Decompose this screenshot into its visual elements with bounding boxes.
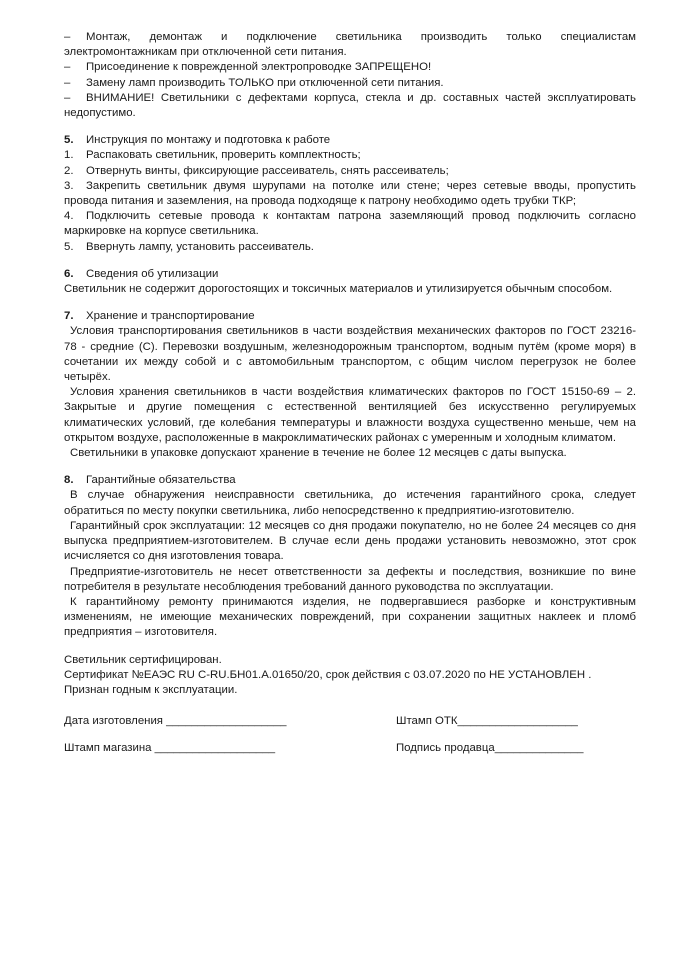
shop-stamp-field: Штамп магазина ___________________ [64,742,276,755]
signature-row [64,714,636,729]
manufacture-date-field: Дата изготовления ___________________ [64,715,287,728]
seller-signature-field: Подпись продавца______________ [396,742,584,755]
instruction-item: 4. Подключить сетевые провода к контактам патрона заземляющий провод подключить согласно маркировке на корпусе светильника. [64,210,636,238]
instruction-item: 1. Распаковать светильник, проверить комплектность; [64,149,361,162]
certified-text: Светильник сертифицирован. [64,653,222,666]
section-8-paragraph: Гарантийный срок эксплуатации: 12 месяцев со дня продажи покупателю, но не более 24 месяцев со дня выпуска предприятием-изготовителем. В случае если день продажи установить невозможно, этот срок исчисляется со дня изготовления товара. [64,519,636,563]
approved-text: Признан годным к эксплуатации. [64,683,238,696]
warning-item: – ВНИМАНИЕ! Светильники с дефектами корпуса, стекла и др. составных частей эксплуатировать недопустимо. [64,91,636,120]
section-8-paragraph: Предприятие-изготовитель не несет ответственности за дефекты и последствия, возникшие по вине потребителя в результате несоблюдения требований данного руководства по эксплуатации. [64,565,636,593]
dash-mark: – [64,31,71,43]
section-8-heading: 8. Гарантийные обязательства [64,474,236,487]
signature-row [64,741,636,756]
section-7-paragraph: Условия транспортирования светильников в части воздействия механических факторов по ГОСТ 23216-78 - средние (С). Перевозки воздушным, железнодорожным транспортом, водным путём (кроме моря) в сочетании их между собой и с автомобильным транспортом, с общим числом перегрузок не более четырёх. [64,325,636,384]
section-5-heading: 5. Инструкция по монтажу и подготовка к работе [64,134,331,147]
warning-item: – Монтаж, демонтаж и подключение светильника производить только специалистам электромонтажникам при отключенной сети питания. [64,31,636,59]
section-6-heading: 6. Сведения об утилизации [64,267,219,280]
certificate-number: Сертификат №ЕАЭС RU C-RU.БН01.А.01650/20, срок действия с 03.07.2020 по НЕ УСТАНОВЛЕН . [64,668,592,681]
section-7-paragraph: Условия хранения светильников в части воздействия климатических факторов по ГОСТ 15150-69 – 2. Закрытые и другие помещения с естественной вентиляцией без искусственно регулируемых климатических условий, где колебания температуры и влажности воздуха существенно меньше, чем на открытом воздухе, расположенные в макроклиматических районах с умеренным и холодным климатом. [64,386,636,444]
dash-mark: – [64,61,71,74]
section-7-heading: 7. Хранение и транспортирование [64,310,255,323]
warning-item: – Замену ламп производить ТОЛЬКО при отключенной сети питания. [64,76,636,91]
warning-item: – Присоединение к поврежденной электропроводке ЗАПРЕЩЕНО! [64,60,636,75]
instruction-item: 3. Закрепить светильник двумя шурупами на потолке или стене; через сетевые вводы, пропустить провода питания и заземления, на провода подходяще к патрону необходимо одеть трубки ТКР; [64,179,636,208]
section-7-paragraph: Светильники в упаковке допускают хранение в течение не более 12 месяцев с даты выпуска. [70,447,567,460]
dash-mark: – [64,76,71,89]
dash-mark: – [64,91,71,104]
otk-stamp-field: Штамп ОТК___________________ [396,715,578,728]
section-8-paragraph: К гарантийному ремонту принимаются изделия, не подвергавшиеся разборке и конструктивным изменениям, не имеющие механических повреждений, при сохранении защитных наклеек и пломб предприятия – изготовителя. [64,595,636,639]
instruction-item: 2. Отвернуть винты, фиксирующие рассеиватель, снять рассеиватель; [64,164,449,177]
document-page [64,30,636,757]
section-6-text: Светильник не содержит дорогостоящих и токсичных материалов и утилизируется обычным способом. [64,283,613,296]
instruction-item: 5. Ввернуть лампу, установить рассеиватель. [64,240,314,253]
section-8-paragraph: В случае обнаружения неисправности светильника, до истечения гарантийного срока, следует обратиться по месту покупки светильника, либо непосредственно к предприятию-изготовителю. [64,489,636,517]
